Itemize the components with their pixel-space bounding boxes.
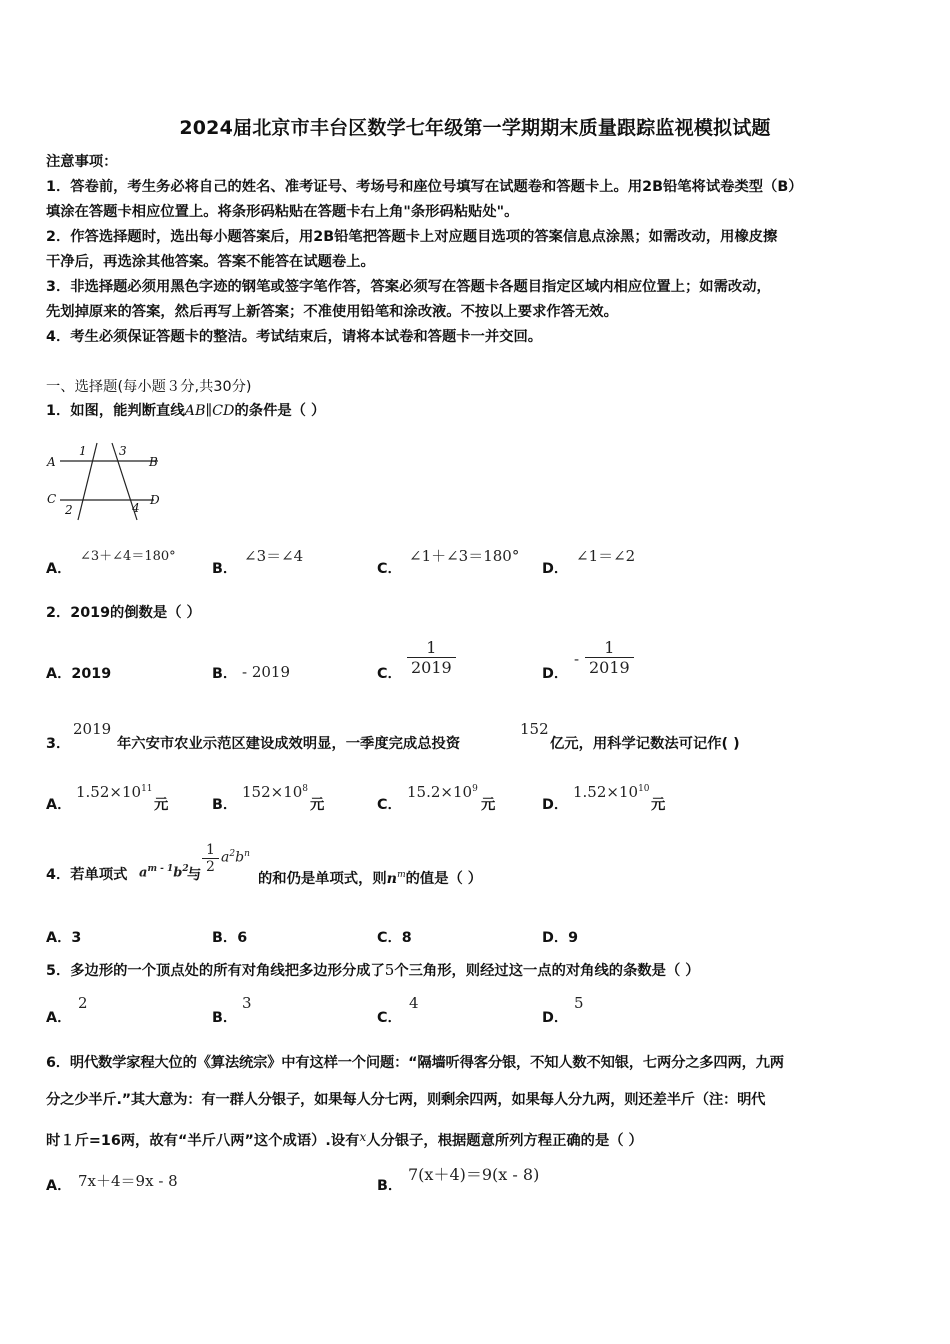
section-heading: 一、选择题(每小题３分,共30分) [46,379,252,395]
q5-option-a-value: 2 [78,994,88,1012]
q3-amount: 152 [520,720,549,738]
q5-five: 5 [384,961,395,979]
q3-option-c-label[interactable]: C． [377,797,402,813]
q1-fig-angle-1: 1 [79,444,87,458]
question-6-line-3 [46,1127,916,1151]
note-line-3: 2．作答选择题时，选出每小题答案后，用2B铅笔把答题卡上对应题目选项的答案信息点涂黑；如需改动，用橡皮擦 [46,229,778,245]
q4-term-1 [139,864,189,880]
q2-option-c-label[interactable]: C． [377,666,402,682]
q4-option-b[interactable]: B．6 [212,930,248,946]
q4-with: 与 [187,867,202,883]
q3-b-exp: 8 [302,784,309,794]
q4-text-rest [258,865,858,889]
q3-option-b-unit: 元 [310,797,325,813]
note-line-1: 1．答卷前，考生务必将自己的姓名、准考证号、考场号和座位号填写在试题卷和答题卡上。用2B铅笔将试卷类型（B） [46,179,803,195]
q5-option-c-label[interactable]: C． [377,1010,402,1026]
q4-term2-b-exp: n [244,849,250,859]
q4-term-b-exp: 2 [182,864,189,874]
q5-option-d-value: 5 [574,994,584,1012]
page-title: 2024届北京市丰台区数学七年级第一学期期末质量跟踪监视模拟试题 [179,117,771,139]
q3-c-base: 15.2×10 [407,783,473,801]
q4-text-b: 的和仍是单项式，则 [258,870,387,887]
q2-option-d-label[interactable]: D． [542,666,569,682]
q4-option-c[interactable]: C．8 [377,930,412,946]
q4-term-b: b [173,865,183,881]
q1-option-c-value: ∠1＋∠3＝180° [409,547,520,565]
q1-option-d-value: ∠1＝∠2 [576,547,636,565]
q1-cd: CD [212,403,235,419]
q4-term2-a: a [221,849,230,866]
q2-option-a-label: A． [46,666,72,682]
q2-option-d-fraction [585,638,634,677]
q3-b-base: 152×10 [242,783,303,801]
q4-term-a-exp: m - 1 [147,864,174,874]
note-line-7: 4．考生必须保证答题卡的整洁。考试结束后，请将本试卷和答题卡一并交回。 [46,329,543,345]
q5-option-b-label[interactable]: B． [212,1010,238,1026]
q5-option-c-value: 4 [409,994,419,1012]
q4-term2-b: b [235,849,245,866]
q2-option-a-value: 2019 [71,666,112,682]
q4-fraction [202,842,219,875]
q3-text-a: 年六安市农业示范区建设成效明显，一季度完成总投资 [117,736,461,752]
question-3-num: 3． [46,736,71,752]
q1-figure [46,440,176,522]
q1-parallel: ∥ [205,403,213,419]
q4-term2-a-exp: 2 [229,849,236,859]
q3-option-a-value [76,783,153,801]
q4-term-a: a [139,865,148,881]
q5-option-d-label[interactable]: D． [542,1010,569,1026]
note-line-2: 填涂在答题卡相应位置上。将条形码粘贴在答题卡右上角"条形码粘贴处"。 [46,204,519,220]
q5-option-b-value: 3 [242,994,252,1012]
question-6-line-2: 分之少半斤.”其大意为：有一群人分银子，如果每人分七两，则剩余四两，如果每人分九两，则还差半斤（注：明代 [46,1092,766,1108]
note-line-6: 先划掉原来的答案，然后再写上新答案；不准使用铅笔和涂改液。不按以上要求作答无效。 [46,304,618,320]
q1-ab: AB [184,403,206,419]
q2-d-numerator: 1 [604,638,615,657]
question-5 [46,960,916,981]
q1-fig-label-a: A [47,455,56,469]
q3-year: 2019 [73,720,112,738]
q3-option-b-value [242,783,308,801]
q4-frac-denominator: 2 [206,859,215,875]
note-line-4: 干净后，再选涂其他答案。答案不能答在试题卷上。 [46,254,375,270]
q6-line-3-b: 人分银子，根据题意所列方程正确的是（ ） [366,1133,643,1149]
note-line-5: 3．非选择题必须用黑色字迹的钢笔或签字笔作答，答案必须写在答题卡各题目指定区域内相应位置上；如需改动， [46,279,771,295]
q6-option-a-label[interactable]: A． [46,1178,72,1194]
q1-fig-label-b: B [149,455,158,469]
q3-option-b-label[interactable]: B． [212,797,238,813]
q2-option-a[interactable] [46,663,111,683]
q1-fig-label-c: C [47,492,57,506]
q2-c-denominator: 2019 [411,658,452,677]
q1-option-b-label[interactable]: B． [212,561,238,577]
question-1 [46,401,916,421]
q3-text-b: 亿元，用科学记数法可记作( ) [550,736,740,752]
q4-m: m [397,870,406,880]
q1-option-c-label[interactable]: C． [377,561,402,577]
q2-option-d-minus: - [574,650,580,668]
notes-heading: 注意事项： [46,154,118,170]
q3-d-base: 1.52×10 [573,783,639,801]
q4-option-d[interactable]: D．9 [542,930,579,946]
q1-option-b-value: ∠3＝∠4 [244,547,304,565]
q3-option-d-unit: 元 [651,797,666,813]
q3-option-a-unit: 元 [154,797,169,813]
q2-d-denominator: 2019 [589,658,630,677]
q2-c-numerator: 1 [426,638,437,657]
q1-text-b: 的条件是（ ） [234,403,326,419]
q3-option-c-unit: 元 [481,797,496,813]
q4-n: n [386,870,398,887]
q1-fig-angle-4: 4 [132,501,140,515]
q4-frac-numerator: 1 [206,842,215,858]
q4-option-a[interactable]: A．3 [46,930,82,946]
q6-option-b-label[interactable]: B． [377,1178,403,1194]
q1-option-a-value: ∠3＋∠4＝180° [80,549,176,564]
q1-option-d-label[interactable]: D． [542,561,569,577]
question-6-line-1: 6．明代数学家程大位的《算法统宗》中有这样一个问题：“隔墙听得客分银，不知人数不知银，七两分之多四两，九两 [46,1055,784,1071]
q1-fig-angle-2: 2 [65,503,73,517]
q6-line-3-a: 时１斤=16两，故有“半斤八两”这个成语）.设有 [46,1133,360,1149]
question-2: 2．2019的倒数是（ ） [46,605,201,621]
q6-option-a-value: 7x＋4＝9x - 8 [78,1172,178,1190]
q2-option-b-value: - 2019 [242,663,291,681]
q1-fig-label-d: D [150,493,160,507]
q3-option-d-value [573,783,650,801]
q1-fig-angle-3: 3 [119,444,127,458]
q2-option-b-label[interactable]: B． [212,666,238,682]
q3-option-c-value [407,783,478,801]
q3-option-d-label[interactable]: D． [542,797,569,813]
q5-text-a: 5．多边形的一个顶点处的所有对角线把多边形分成了 [46,963,385,979]
q6-option-b-value: 7(x＋4)＝9(x - 8) [408,1165,540,1184]
q3-option-a-label[interactable]: A． [46,797,72,813]
q3-c-exp: 9 [472,784,478,794]
q2-option-c-fraction [407,638,456,677]
q3-a-base: 1.52×10 [76,783,142,801]
q5-text-b: 个三角形，则经过这一点的对角线的条数是（ ） [394,963,700,979]
q1-text-a: 1．如图，能判断直线 [46,403,185,419]
q6-x: x [359,1130,367,1144]
q4-term-2 [221,849,250,866]
question-4-text-a: 4．若单项式 [46,867,128,883]
q3-a-exp: 11 [141,784,153,794]
q5-option-a-label[interactable]: A． [46,1010,72,1026]
q1-option-a-label[interactable]: A． [46,561,72,577]
q4-text-c: 的值是（ ） [405,870,483,887]
q3-d-exp: 10 [638,784,650,794]
